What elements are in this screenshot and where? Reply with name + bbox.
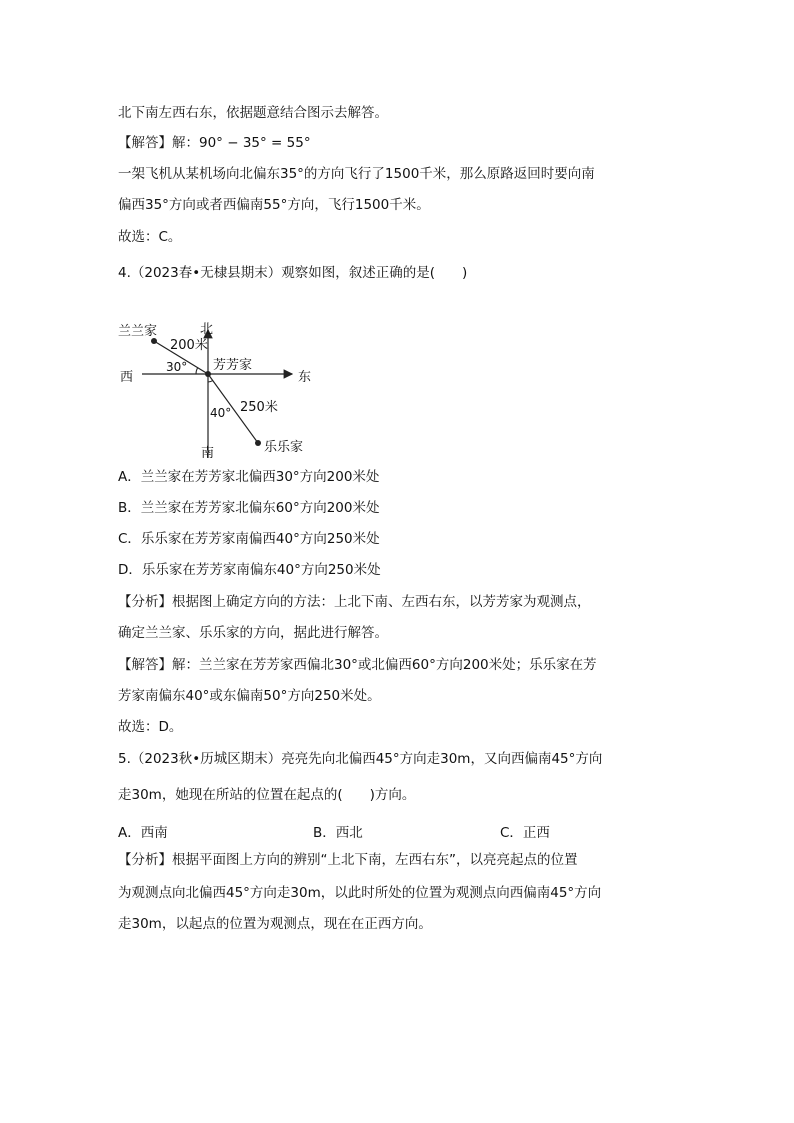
solution-4-line-2: 芳家南偏东40°或东偏南50°方向250米处。: [118, 688, 381, 704]
lanlan-label: 兰兰家: [118, 324, 158, 339]
option-4b: B．兰兰家在芳芳家北偏东60°方向200米处: [118, 500, 380, 516]
angle-arc-30: [196, 368, 198, 374]
diagram-svg: [118, 318, 338, 463]
north-label: 北: [200, 322, 214, 337]
analysis-5-line-2: 为观测点向北偏西45°方向走30m，以此时所处的位置为观测点向西偏南45°方向: [118, 885, 602, 901]
line-3: 一架飞机从某机场向北偏东35°的方向飞行了1500千米，那么原路返回时要向南: [118, 166, 595, 182]
lele-point: [255, 440, 261, 446]
west-label: 西: [120, 370, 134, 385]
line-5: 故选：C。: [118, 229, 182, 245]
option-4c: C．乐乐家在芳芳家南偏西40°方向250米处: [118, 531, 380, 547]
fangfang-point: [205, 371, 211, 377]
question-5-line-1: 5.（2023秋•历城区期末）亮亮先向北偏西45°方向走30m，又向西偏南45°方向: [118, 751, 603, 767]
line-1: 北下南左西右东，依据题意结合图示去解答。: [118, 105, 388, 121]
option-4d: D．乐乐家在芳芳家南偏东40°方向250米处: [118, 562, 381, 578]
direction-diagram: [118, 318, 338, 463]
option-4a: A．兰兰家在芳芳家北偏西30°方向200米处: [118, 469, 380, 485]
angle-arc-40: [208, 381, 213, 383]
east-label: 东: [298, 370, 312, 385]
analysis-5-line-3: 走30m，以起点的位置为观测点，现在在正西方向。: [118, 916, 432, 932]
distance-lele-label: 250米: [240, 400, 278, 415]
analysis-4-line-2: 确定兰兰家、乐乐家的方向，据此进行解答。: [118, 625, 388, 641]
lele-label: 乐乐家: [264, 440, 304, 455]
angle-30-label: 30°: [166, 360, 188, 374]
line-2: 【解答】解：90° − 35° = 55°: [118, 135, 311, 151]
angle-40-label: 40°: [210, 406, 232, 420]
question-5-line-2: 走30m，她现在所站的位置在起点的( )方向。: [118, 787, 416, 803]
distance-lanlan-label: 200米: [170, 338, 208, 353]
solution-4-line-1: 【解答】解：兰兰家在芳芳家西偏北30°或北偏西60°方向200米处；乐乐家在芳: [118, 657, 597, 673]
line-4: 偏西35°方向或者西偏南55°方向，飞行1500千米。: [118, 197, 430, 213]
fangfang-label: 芳芳家: [213, 358, 253, 373]
answer-4: 故选：D。: [118, 719, 183, 735]
option-5a: A．西南: [118, 825, 168, 841]
south-label: 南: [201, 446, 215, 461]
question-4-stem: 4.（2023春•无棣县期末）观察如图，叙述正确的是( ): [118, 265, 468, 281]
analysis-5-line-1: 【分析】根据平面图上方向的辨别“上北下南，左西右东”，以亮亮起点的位置: [118, 852, 578, 868]
option-5c: C．正西: [500, 825, 550, 841]
option-5b: B．西北: [313, 825, 363, 841]
analysis-4-line-1: 【分析】根据图上确定方向的方法：上北下南、左西右东，以芳芳家为观测点，: [118, 594, 591, 610]
